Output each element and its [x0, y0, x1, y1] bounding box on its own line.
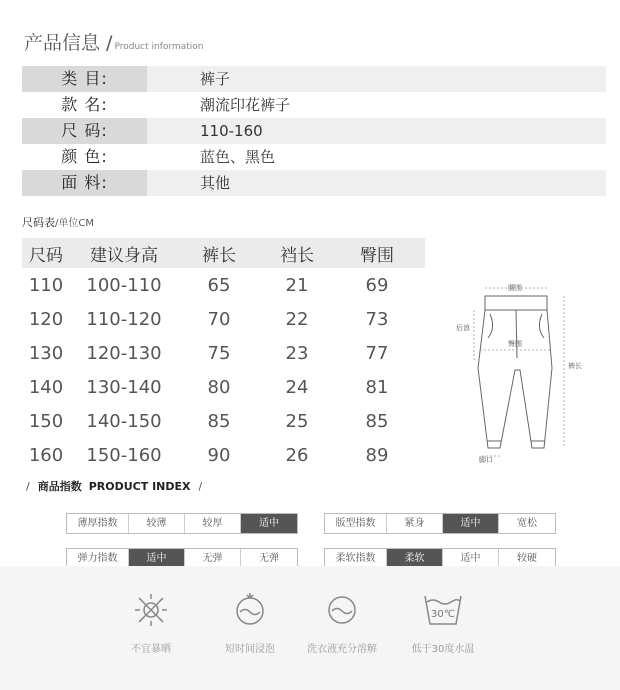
table-cell: 89: [365, 444, 389, 466]
fly-line: [516, 310, 517, 358]
product-index-title-text: 商品指数: [37, 480, 82, 493]
header-cell: 臀围: [360, 245, 394, 266]
table-cell: 140: [28, 376, 64, 398]
table-cell: 110-120: [86, 308, 162, 330]
cuff-label: 脚口: [479, 456, 493, 464]
table-cell: 140-150: [86, 410, 162, 432]
table-row: [22, 268, 425, 302]
info-value: 其他: [200, 174, 231, 192]
table-row: [22, 336, 425, 370]
index-option-selected: 适中: [129, 549, 185, 568]
care-no-sun: [103, 590, 199, 655]
info-row-color: [22, 144, 606, 170]
table-cell: 24: [285, 376, 309, 398]
index-thickness: [66, 513, 298, 534]
index-label: 弹力指数: [67, 549, 129, 568]
index-option: 宽松: [517, 518, 537, 529]
index-option: 紧身: [387, 514, 443, 533]
page-title: [24, 28, 203, 55]
hip-label: 臀围: [508, 340, 522, 348]
index-fit: [324, 513, 556, 534]
care-text: 洗衣液充分溶解: [307, 644, 377, 655]
index-option-selected: 适中: [241, 514, 297, 533]
size-chart-header: [22, 238, 425, 268]
table-cell: 90: [207, 444, 231, 466]
table-cell: 150: [28, 410, 64, 432]
index-option: 较硬: [517, 553, 537, 564]
info-label: 颜 色:: [61, 147, 108, 166]
info-label: 款 名:: [61, 95, 108, 114]
short-soak-icon: [230, 590, 270, 630]
table-row: [22, 302, 425, 336]
index-option-selected: 柔软: [387, 549, 443, 568]
info-value: 裤子: [200, 70, 231, 88]
pants-measurement-diagram: [452, 278, 592, 464]
table-cell: 150-160: [86, 444, 162, 466]
size-chart-title-text: 尺码表: [22, 216, 55, 229]
product-index-title-en: PRODUCT INDEX: [88, 480, 191, 493]
title-main: 产品信息 /: [24, 32, 113, 54]
table-row: [22, 404, 425, 438]
table-cell: 120-130: [86, 342, 162, 364]
info-row-fabric: [22, 170, 606, 196]
index-label: 柔软指数: [325, 549, 387, 568]
product-info-table: [22, 66, 606, 196]
table-cell: 85: [365, 410, 389, 432]
table-cell: 21: [285, 274, 309, 296]
table-cell: 73: [365, 308, 389, 330]
wash-temp-label: 30℃: [431, 609, 455, 620]
title-slash: /: [26, 480, 30, 493]
care-wash-temp: [395, 590, 491, 655]
table-cell: 81: [365, 376, 389, 398]
detergent-dissolve-icon: [322, 590, 362, 630]
table-cell: 25: [285, 410, 309, 432]
table-row: [22, 438, 425, 472]
info-value: 潮流印花裤子: [200, 96, 291, 114]
care-text: 短时间浸泡: [225, 644, 275, 655]
info-label: 尺 码:: [22, 118, 147, 144]
table-cell: 26: [285, 444, 309, 466]
table-cell: 130: [28, 342, 64, 364]
rise-label: 后浪: [456, 324, 470, 332]
header-cell: 尺码: [29, 245, 63, 266]
wash-30c-icon: [421, 590, 465, 630]
table-cell: 110: [28, 274, 64, 296]
care-short-soak: [202, 590, 298, 655]
info-value: 蓝色、黑色: [200, 148, 276, 166]
pants-outline: [478, 310, 552, 448]
table-cell: 130-140: [86, 376, 162, 398]
table-cell: 22: [285, 308, 309, 330]
table-cell: 100-110: [86, 274, 162, 296]
length-label: 裤长: [568, 362, 582, 370]
size-chart-unit: /单位CM: [55, 218, 94, 229]
care-text: 低于30度水温: [411, 644, 475, 655]
index-option: 较薄: [129, 514, 185, 533]
table-row: [22, 370, 425, 404]
table-cell: 23: [285, 342, 309, 364]
info-value: 110-160: [200, 122, 263, 140]
index-option: 无弹: [259, 553, 279, 564]
index-label: 薄厚指数: [67, 514, 129, 533]
table-cell: 77: [365, 342, 389, 364]
title-slash: /: [198, 480, 203, 493]
size-chart-table: [22, 238, 425, 472]
table-cell: 80: [207, 376, 231, 398]
header-cell: 裤长: [202, 245, 236, 266]
index-label: 版型指数: [325, 514, 387, 533]
product-index-title: [18, 478, 210, 494]
waist-label: 腰围: [508, 284, 522, 292]
no-sun-icon: [131, 590, 171, 630]
info-row-category: [22, 66, 606, 92]
title-sub: Product information: [114, 42, 204, 52]
size-chart-title: [22, 214, 94, 230]
header-cell: 裆长: [280, 245, 314, 266]
table-cell: 75: [207, 342, 231, 364]
index-option: 无弹: [185, 549, 241, 568]
waistband: [485, 296, 547, 310]
table-cell: 69: [365, 274, 389, 296]
care-detergent: [294, 590, 390, 655]
table-cell: 85: [207, 410, 231, 432]
table-cell: 120: [28, 308, 64, 330]
table-cell: 65: [207, 274, 231, 296]
index-option: 较厚: [185, 514, 241, 533]
index-option: 适中: [443, 549, 499, 568]
index-option-selected: 适中: [443, 514, 499, 533]
table-cell: 160: [28, 444, 64, 466]
right-pocket: [539, 314, 544, 338]
info-label: 面 料:: [22, 170, 147, 196]
header-cell: 建议身高: [90, 245, 158, 266]
info-label: 类 目:: [22, 66, 147, 92]
info-row-size: [22, 118, 606, 144]
left-pocket: [488, 314, 493, 338]
table-cell: 70: [207, 308, 231, 330]
care-text: 不宜暴晒: [131, 644, 171, 655]
info-row-style: [22, 92, 606, 118]
